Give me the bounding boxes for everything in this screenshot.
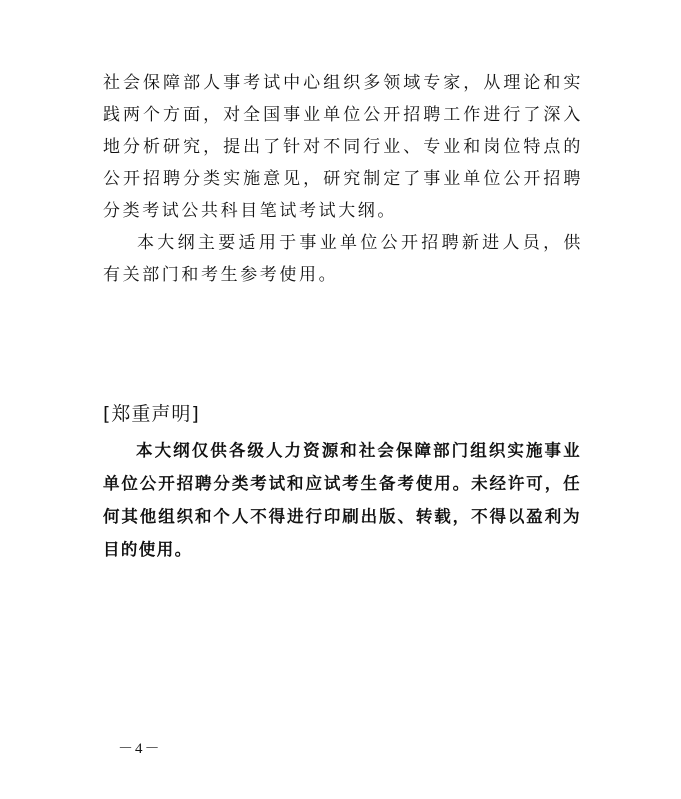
notice-heading: [郑重声明] — [103, 403, 200, 425]
notice-body: 本大纲仅供各级人力资源和社会保障部门组织实施事业单位公开招聘分类考试和应试考生备考使用。未经许可，任何其他组织和个人不得进行印刷出版、转载，不得以盈利为目的使用。 — [103, 441, 581, 559]
intro-section — [103, 67, 583, 291]
intro-paragraph-1: 社会保障部人事考试中心组织多领域专家，从理论和实践两个方面，对全国事业单位公开招聘工作进行了深入地分析研究，提出了针对不同行业、专业和岗位特点的公开招聘分类实施意见，研究制定了事业单位公开招聘分类考试公共科目笔试考试大纲。 — [103, 73, 583, 221]
intro-paragraph-2: 本大纲主要适用于事业单位公开招聘新进人员，供有关部门和考生参考使用。 — [103, 233, 583, 285]
page-number: －4－ — [118, 741, 162, 757]
